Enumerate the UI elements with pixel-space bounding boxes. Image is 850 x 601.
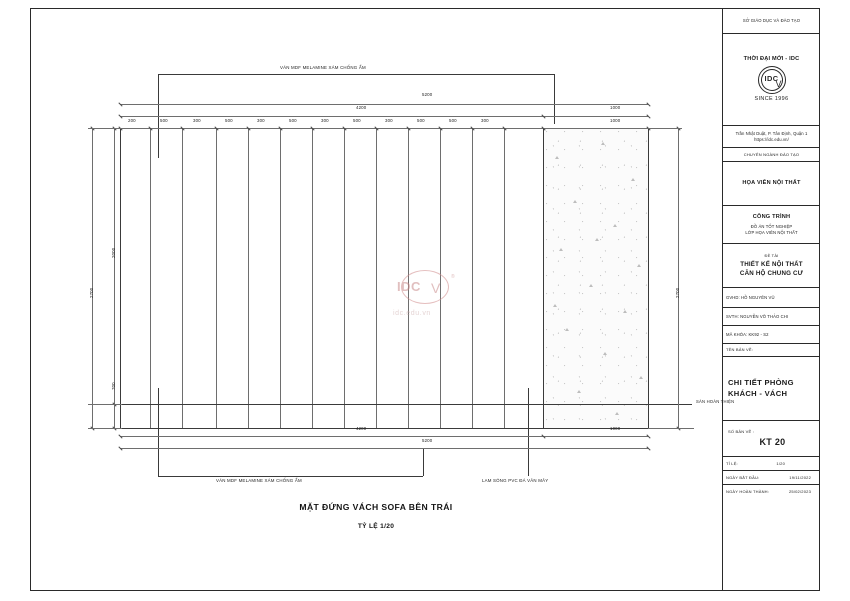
- dim-top-right-2: 1000: [610, 118, 621, 123]
- tb-code: [723, 326, 820, 344]
- dim-line-left-total: [92, 128, 93, 428]
- slat-line: [216, 128, 217, 428]
- slat-line: [312, 128, 313, 428]
- slat-line: [344, 128, 345, 428]
- dim-chain-4: 300: [257, 118, 265, 123]
- tb-sheet-name-line2: KHÁCH - VÁCH: [728, 388, 788, 398]
- tb-end-date: [723, 485, 820, 499]
- tb-project: [723, 206, 820, 244]
- tb-sheet-name-label: [723, 344, 820, 357]
- dim-chain-5: 500: [289, 118, 297, 123]
- watermark-brand: IDC: [397, 279, 421, 294]
- slat-line: [150, 128, 151, 428]
- tb-sheet-no-value: KT 20: [759, 437, 786, 448]
- dim-line-right-total: [678, 128, 679, 428]
- tb-major: [723, 162, 820, 206]
- dim-left-lower: 700: [111, 382, 116, 390]
- dim-chain-1: 500: [160, 118, 168, 123]
- tb-school-name: THỜI ĐẠI MỚI - IDC: [743, 55, 800, 62]
- slat-line: [504, 128, 505, 428]
- tb-address-text: Trần Nhật Duật, P. Tân Định, Quận 1: [735, 130, 808, 136]
- slat-line: [408, 128, 409, 428]
- note-leader-bottom-v: [423, 448, 424, 476]
- drawing-scale-caption: TỶ LỆ 1/20: [357, 523, 395, 530]
- idc-logo-icon: [754, 65, 790, 95]
- ext-line-left-top: [88, 128, 122, 129]
- title-block: [722, 8, 820, 591]
- panel-left-edge: [120, 128, 121, 428]
- tb-sheet-name-line1: CHI TIẾT PHÒNG: [728, 378, 794, 388]
- note-leader-bottom: [158, 388, 159, 476]
- tb-end-label: NGÀY HOÀN THÀNH:: [726, 489, 770, 495]
- tb-address: [723, 126, 820, 148]
- dim-bottom-overall: 5200: [422, 438, 433, 443]
- ext-line-right-bottom: [648, 428, 694, 429]
- tb-school: [723, 34, 820, 126]
- dim-top-second: 4200: [356, 105, 367, 110]
- panel-bottom-edge: [120, 428, 648, 429]
- dim-top-right: 1000: [610, 105, 621, 110]
- note-leader-bottom-h: [158, 476, 423, 477]
- tb-major-label: [723, 148, 820, 162]
- slat-line: [280, 128, 281, 428]
- tb-sheet-name-label-text: TÊN BẢN VẼ:: [726, 347, 754, 353]
- tb-code-text: MÃ KHÓA: KK92 - S2: [726, 331, 769, 337]
- dim-line-bottom-second: [120, 436, 648, 437]
- tb-project-line2: LỚP HỌA VIÊN NỘI THẤT: [745, 229, 798, 235]
- slat-line: [376, 128, 377, 428]
- dim-chain-10: 500: [449, 118, 457, 123]
- logo-v-mark: V: [775, 79, 782, 90]
- tb-sheet-no: [723, 421, 820, 457]
- tb-svth: [723, 308, 820, 326]
- tb-start-date: [723, 471, 820, 485]
- slat-line: [440, 128, 441, 428]
- tb-start-label: NGÀY BẮT ĐẦU:: [726, 474, 760, 480]
- tb-gvhd-text: GVHD: HỒ NGUYÊN VŨ: [726, 294, 775, 300]
- slat-line: [472, 128, 473, 428]
- tb-since: SINCE 1996: [754, 96, 789, 103]
- note-mdf-top: VÁN MDF MELAMINE XÁM CHỐNG ẨM: [280, 65, 366, 70]
- tb-major-label-text: CHUYÊN NGÀNH ĐÀO TẠO: [743, 151, 800, 157]
- dim-right-total: 2700: [675, 287, 680, 298]
- dim-chain-0: 200: [128, 118, 136, 123]
- note-leader-top-h: [158, 74, 554, 75]
- logo-text: IDC: [764, 74, 779, 84]
- watermark-reg: ®: [451, 274, 455, 280]
- tb-ministry: [723, 8, 820, 34]
- tb-scale: [723, 457, 820, 471]
- slat-line: [248, 128, 249, 428]
- tb-ministry-text: SỞ GIÁO DỤC VÀ ĐÀO TẠO: [742, 17, 801, 23]
- note-finished-floor: SÀN HOÀN THIỆN: [696, 399, 735, 404]
- dim-left-upper: 2000: [111, 247, 116, 258]
- tb-start-value: 19/11/2022: [789, 474, 811, 480]
- tb-sheet-name: [723, 357, 820, 421]
- dim-line-left-upper: [114, 128, 115, 404]
- tb-topic-line1: THIẾT KẾ NỘI THẤT: [740, 261, 803, 269]
- tb-scale-value: 1/20: [776, 460, 785, 466]
- tb-sheet-no-label: SỐ BẢN VẼ :: [728, 428, 754, 434]
- ext-line-right-top: [648, 128, 682, 129]
- ext-line-left-mid: [88, 404, 122, 405]
- watermark-site: idc.edu.vn: [393, 310, 431, 317]
- dim-line-left-lower: [114, 404, 115, 428]
- dim-chain-6: 300: [321, 118, 329, 123]
- ext-line-left-bottom: [88, 428, 122, 429]
- rattan-panel-hatch: [543, 128, 648, 428]
- dim-line-top-second: [120, 116, 648, 117]
- slat-line: [182, 128, 183, 428]
- tb-end-value: 25/02/2023: [788, 489, 811, 495]
- dim-bottom-second: 4200: [356, 426, 367, 431]
- finished-floor-line: [120, 404, 692, 405]
- dim-chain-11: 300: [481, 118, 489, 123]
- dim-chain-3: 500: [225, 118, 233, 123]
- tb-project-label: CÔNG TRÌNH: [752, 213, 791, 220]
- tb-svth-text: SVTH: NGUYỄN VÕ THẢO CHI: [726, 313, 789, 319]
- tb-gvhd: [723, 288, 820, 308]
- tb-website[interactable]: https://idc.edu.vn/: [754, 136, 789, 142]
- tb-topic-label: ĐỀ TÀI: [764, 252, 779, 258]
- dim-line-bottom-overall: [120, 448, 648, 449]
- note-mdf-bottom: VÁN MDF MELAMINE XÁM CHỐNG ẨM: [216, 478, 302, 483]
- dim-left-total: 2700: [89, 287, 94, 298]
- tb-topic-line2: CĂN HỘ CHUNG CƯ: [739, 269, 804, 277]
- dim-chain-8: 300: [385, 118, 393, 123]
- note-pvc-rattan: LAM SÓNG PVC ĐÁ VÂN MÂY: [482, 478, 549, 483]
- note-leader-rattan: [528, 388, 529, 476]
- dim-bottom-right: 1000: [610, 426, 621, 431]
- dim-chain-2: 300: [193, 118, 201, 123]
- dim-line-top-chain: [120, 128, 648, 129]
- dim-top-overall: 5200: [422, 92, 433, 97]
- tb-major-text: HỌA VIÊN NỘI THẤT: [742, 179, 801, 186]
- dim-chain-7: 500: [353, 118, 361, 123]
- tb-topic: [723, 244, 820, 288]
- watermark-mark: V: [431, 280, 441, 296]
- dim-chain-9: 500: [417, 118, 425, 123]
- dim-line-top-overall: [120, 104, 648, 105]
- tb-project-line1: ĐỒ ÁN TỐT NGHIỆP: [750, 224, 793, 230]
- tb-scale-label: TỈ LỆ:: [726, 460, 738, 466]
- panel-right-edge: [648, 128, 649, 428]
- watermark-logo: [385, 270, 475, 330]
- panel-divider-main: [543, 128, 544, 428]
- drawing-caption: MẶT ĐỨNG VÁCH SOFA BÊN TRÁI: [299, 502, 453, 512]
